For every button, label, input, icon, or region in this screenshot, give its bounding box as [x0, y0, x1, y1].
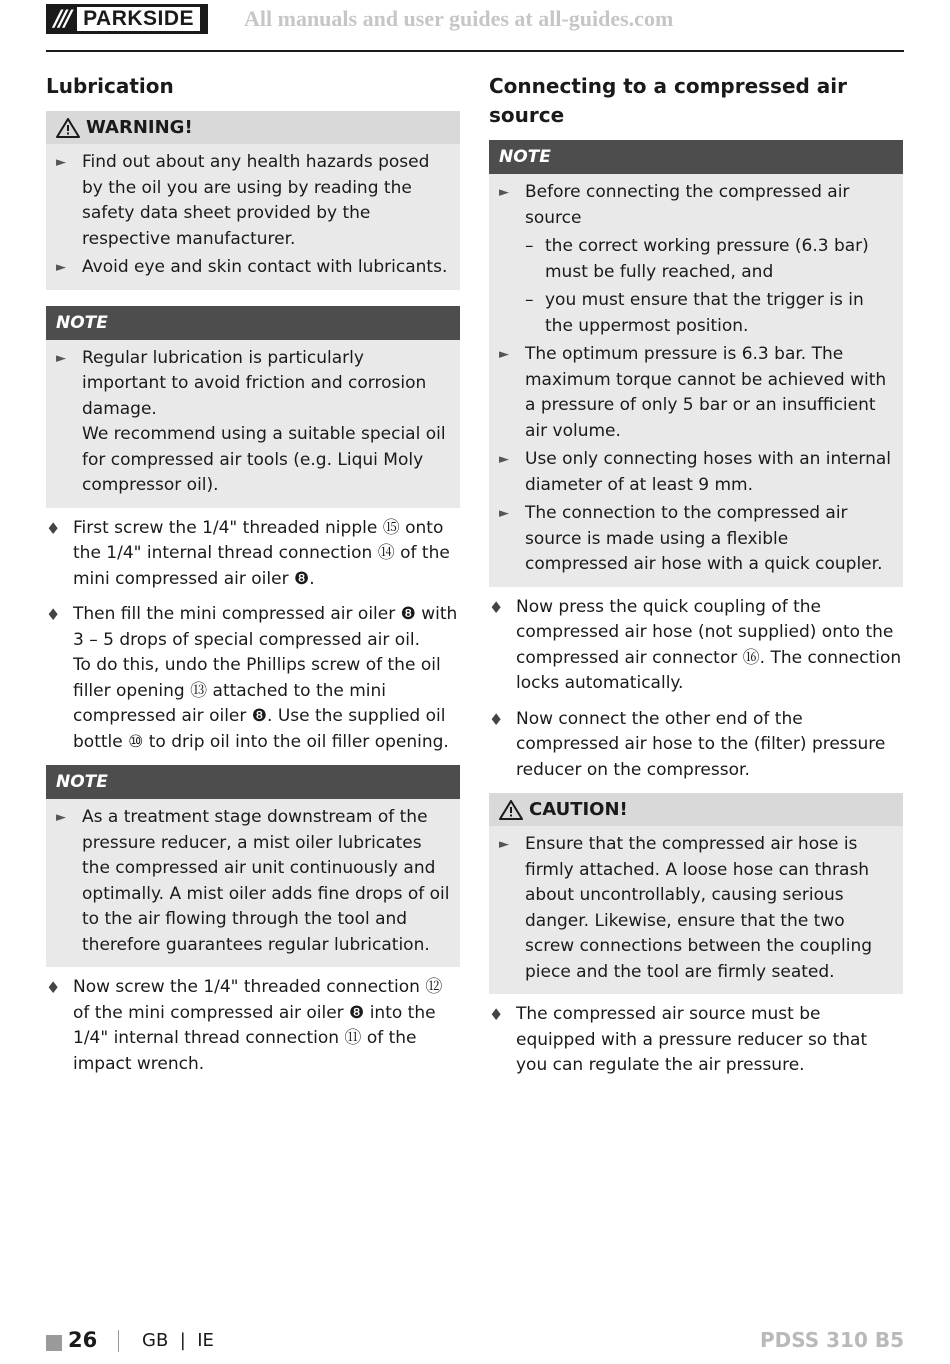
note-box [46, 765, 460, 967]
page-footer [46, 1328, 904, 1358]
section-title-lubrication: Lubrication [46, 74, 174, 98]
step-line: Then fill the mini compressed air oiler ❽ with 3 – 5 drops of special compressed air oil. [73, 604, 458, 650]
parkside-logo [46, 4, 208, 34]
note-body [489, 174, 903, 587]
list-item [499, 501, 895, 578]
footer-language: GB | IE [142, 1330, 214, 1351]
right-column [489, 72, 903, 1089]
page-header [46, 4, 904, 52]
watermark: All manuals and user guides at all-guides.com [244, 6, 674, 31]
list-item-text: Find out about any health hazards posed by the oil you are using by reading the safety data sheet provided by the respective manufacturer. [82, 152, 430, 249]
step-line: To do this, undo the Phillips screw of the oil filler opening ⑬ attached to the mini compressed air oiler ❽. Use the supplied oil bottle ⑩ to drip oil into the oil filler opening. [73, 655, 449, 752]
list-item [56, 805, 452, 958]
warning-heading-text: WARNING! [86, 117, 193, 138]
caution-heading [489, 793, 903, 826]
diamond-bullet-icon: ♦ [46, 518, 61, 538]
model-number: PDSS 310 B5 [759, 1328, 904, 1352]
footer-divider [118, 1330, 119, 1352]
list-item [56, 150, 452, 252]
step-text [73, 602, 460, 755]
caution-heading-text: CAUTION! [529, 799, 628, 820]
arrow-bullet-icon: ► [56, 155, 66, 170]
sub-list-item-text: you must ensure that the trigger is in the uppermost position. [545, 290, 864, 336]
arrow-bullet-icon: ► [499, 347, 509, 362]
dash-bullet-icon: – [525, 290, 534, 310]
list-item-text [82, 346, 452, 499]
diamond-bullet-icon: ♦ [46, 605, 61, 624]
dash-bullet-icon: – [525, 236, 534, 256]
list-item-text: Avoid eye and skin contact with lubricants. [82, 257, 448, 277]
note-body [46, 340, 460, 508]
warning-heading [46, 111, 460, 144]
diamond-bullet-icon: ♦ [489, 1005, 504, 1024]
note-heading: NOTE [46, 765, 460, 799]
list-item [499, 342, 895, 444]
arrow-bullet-icon: ► [499, 185, 509, 200]
warning-box [46, 111, 460, 290]
footer-square-icon [46, 1335, 62, 1351]
step-text: The compressed air source must be equipped with a pressure reducer so that you can regulate the air pressure. [516, 1004, 868, 1075]
list-item [499, 447, 895, 498]
list-item [499, 180, 895, 231]
warning-triangle-icon [499, 800, 523, 820]
step-text: Now connect the other end of the compressed air hose to the (filter) pressure reducer on the compressor. [516, 708, 886, 780]
sub-list-item-text: the correct working pressure (6.3 bar) must be fully reached, and [545, 236, 869, 282]
sub-list-item [499, 234, 895, 285]
note-body [46, 799, 460, 967]
step-item [489, 707, 903, 784]
diamond-bullet-icon: ♦ [489, 597, 504, 617]
list-item-text: Use only connecting hoses with an internal diameter of at least 9 mm. [525, 449, 892, 495]
warning-triangle-icon [56, 118, 80, 138]
arrow-bullet-icon: ► [499, 837, 509, 852]
list-item [56, 346, 452, 499]
note-heading: NOTE [46, 306, 460, 340]
list-item-text: The connection to the compressed air source is made using a flexible compressed air hose with a quick coupler. [525, 503, 883, 574]
list-item [56, 255, 452, 281]
list-item-text: The optimum pressure is 6.3 bar. The maximum torque cannot be achieved with a pressure of only 5 bar or an insufficient air volume. [525, 344, 887, 441]
step-text: Now press the quick coupling of the compressed air hose (not supplied) onto the compressed air connector ⑯. The connection locks automatically. [516, 596, 902, 693]
note-line: Regular lubrication is particularly important to avoid friction and corrosion damage. [82, 347, 427, 419]
step-item [46, 975, 460, 1077]
section-title-compressed-air: Connecting to a compressed air source [489, 74, 848, 127]
list-item-text: Ensure that the compressed air hose is firmly attached. A loose hose can thrash about uncontrollably, causing serious danger. Likewise, ensure that the two screw connections between the coupling piece and the tool are firmly seated. [525, 834, 873, 982]
left-column [46, 72, 460, 1087]
list-item-text: As a treatment stage downstream of the pressure reducer, a mist oiler lubricates the compressed air unit continuously and optimally. A mist oiler adds fine drops of oil to the air flowing through the tool and therefore guarantees regular lubrication. [82, 807, 450, 955]
note-line: We recommend using a suitable special oil for compressed air tools (e.g. Liqui Moly compressor oil). [82, 424, 446, 495]
step-text: First screw the 1/4" threaded nipple ⑮ onto the 1/4" internal thread connection ⑭ of the mini compressed air oiler ❽. [73, 517, 450, 589]
list-item-text: Before connecting the compressed air source [525, 182, 850, 228]
warning-body [46, 144, 460, 290]
arrow-bullet-icon: ► [56, 260, 66, 275]
step-item [46, 516, 460, 593]
step-item [489, 595, 903, 697]
diamond-bullet-icon: ♦ [489, 709, 504, 729]
step-item [489, 1002, 903, 1079]
arrow-bullet-icon: ► [56, 350, 66, 366]
diamond-bullet-icon: ♦ [46, 978, 61, 997]
logo-slashes: /// [54, 6, 70, 32]
page-number: 26 [68, 1328, 98, 1352]
arrow-bullet-icon: ► [56, 810, 66, 825]
arrow-bullet-icon: ► [499, 452, 509, 467]
note-box [489, 140, 903, 587]
caution-body [489, 826, 903, 994]
step-item [46, 602, 460, 755]
list-item [499, 832, 895, 985]
note-box [46, 306, 460, 508]
caution-box [489, 793, 903, 994]
note-heading: NOTE [489, 140, 903, 174]
logo-text: PARKSIDE [77, 7, 200, 31]
arrow-bullet-icon: ► [499, 506, 509, 521]
sub-list-item [499, 288, 895, 339]
step-text: Now screw the 1/4" threaded connection ⑫ of the mini compressed air oiler ❽ into the 1/4" internal thread connection ⑪ of the impact wrench. [73, 977, 443, 1074]
